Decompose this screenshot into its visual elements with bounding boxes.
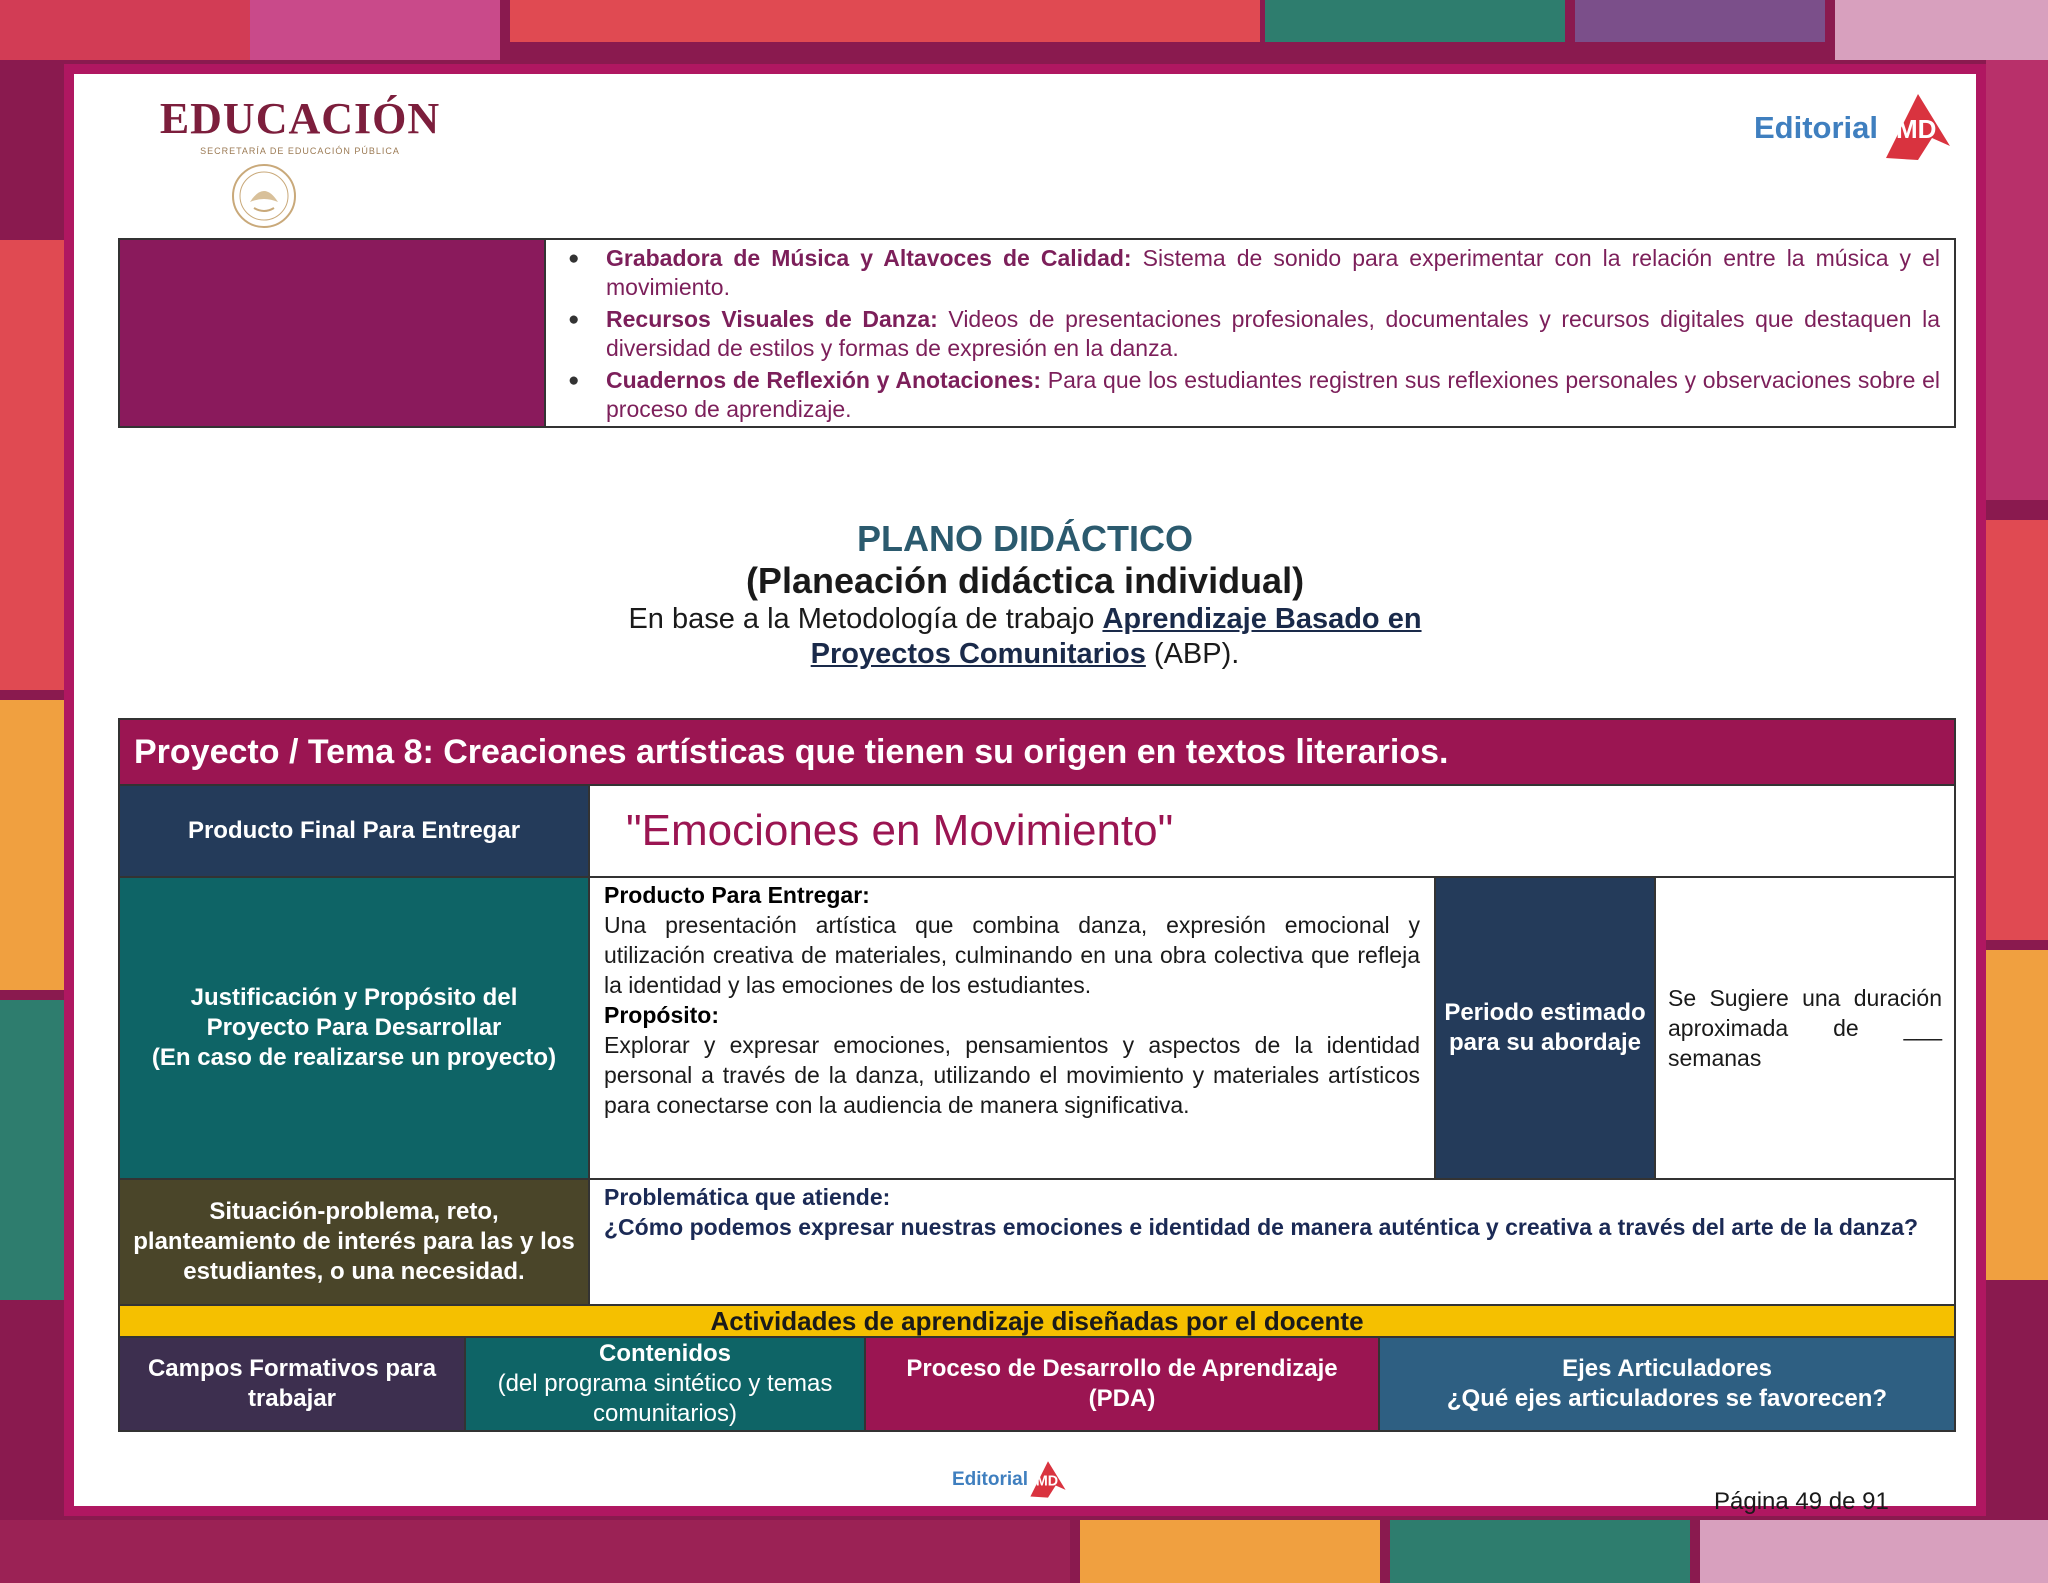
methodology-line-2 xyxy=(74,637,1976,672)
justificacion-label-line1: Justificación y Propósito del xyxy=(190,984,518,1011)
resources-list xyxy=(568,244,1941,424)
resource-title: Recursos Visuales de Danza: xyxy=(606,306,938,332)
footer-editorial-logo xyxy=(952,1458,1068,1502)
justificacion-row xyxy=(120,878,1954,1180)
resources-label-cell xyxy=(120,240,546,426)
bg-block xyxy=(0,700,64,990)
bg-block xyxy=(1835,0,2048,60)
planning-table xyxy=(118,718,1956,1432)
producto-entregar-title: Producto Para Entregar: xyxy=(604,882,870,908)
page-title: PLANO DIDÁCTICO xyxy=(857,518,1193,559)
resource-item: ● Recursos Visuales de Danza: Videos de presentaciones profesionales, documentales y recursos digitales que destaquen la diversidad de estilos y formas de expresión en la danza. xyxy=(568,306,1941,361)
justificacion-content xyxy=(590,878,1436,1178)
bg-block xyxy=(1986,520,2048,940)
bg-block xyxy=(1986,60,2048,500)
project-title: Proyecto / Tema 8: Creaciones artísticas que tienen su origen en textos literarios. xyxy=(134,732,1449,771)
document-page xyxy=(64,64,1986,1516)
bg-block xyxy=(0,240,64,690)
resources-list-cell xyxy=(546,240,1954,426)
bg-block xyxy=(0,0,250,60)
actividades-header: Actividades de aprendizaje diseñadas por el docente xyxy=(120,1306,1954,1338)
producto-entregar-text: Una presentación artística que combina danza, expresión emocional y utilización creativa de materiales, culminando en una obra colectiva que refleja la identidad y las emociones de los estudiantes. xyxy=(604,912,1420,998)
page-subtitle: (Planeación didáctica individual) xyxy=(745,560,1305,601)
justificacion-label-line3: (En caso de realizarse un proyecto) xyxy=(151,1044,557,1071)
methodology-link-2[interactable]: Proyectos Comunitarios xyxy=(810,638,1146,670)
resources-table xyxy=(118,238,1956,428)
pda-label: Proceso de Desarrollo de Aprendizaje (PDA) xyxy=(906,1355,1338,1412)
categories-row xyxy=(120,1338,1954,1430)
page-number: Página 49 de 91 xyxy=(1714,1488,1889,1515)
methodology-suffix: (ABP). xyxy=(1153,638,1240,670)
editorial-logo-text: Editorial xyxy=(1753,110,1878,145)
resource-item: ● Grabadora de Música y Altavoces de Calidad: Sistema de sonido para experimentar con la relación entre la música y el movimiento. xyxy=(568,245,1940,300)
proposito-title: Propósito: xyxy=(604,1002,719,1028)
ejes-sub: ¿Qué ejes articuladores se favorecen? xyxy=(1446,1385,1888,1412)
editorial-logo xyxy=(1754,88,1954,168)
bg-block xyxy=(0,1520,1070,1583)
resource-text: Sistema de sonido para experimentar con la relación entre la música y el movimiento. xyxy=(606,245,1940,300)
methodology-line xyxy=(74,602,1976,637)
periodo-label: Periodo estimado para su abordaje xyxy=(1436,878,1656,1178)
ejes-header xyxy=(1380,1338,1954,1430)
md-mark: MD xyxy=(1896,114,1937,144)
proposito-text: Explorar y expresar emociones, pensamientos y aspectos de la identidad personal a través de la danza, utilizando el movimiento y materiales artísticos para conectarse con la audiencia de manera significativa. xyxy=(604,1032,1420,1118)
problematica-content xyxy=(590,1180,1954,1304)
bg-block xyxy=(1390,1520,1690,1583)
resource-title: Cuadernos de Reflexión y Anotaciones: xyxy=(606,367,1042,393)
justificacion-label-line2: Proyecto Para Desarrollar xyxy=(206,1014,502,1041)
bg-block xyxy=(0,1000,64,1300)
footer-editorial-text: Editorial xyxy=(952,1469,1029,1490)
sep-logo-text: EDUCACIÓN xyxy=(159,94,441,143)
periodo-value: Se Sugiere una duración aproximada de ___ semanas xyxy=(1668,985,1942,1071)
footer-md-mark: MD xyxy=(1035,1473,1059,1490)
resource-item: ● Cuadernos de Reflexión y Anotaciones: Para que los estudiantes registren sus reflexiones personales y observaciones sobre el proceso de aprendizaje. xyxy=(568,367,1940,422)
problematica-title: Problemática que atiende: xyxy=(604,1184,891,1210)
producto-row xyxy=(120,786,1954,878)
methodology-prefix: En base a la Metodología de trabajo xyxy=(628,603,1095,635)
resource-text: Videos de presentaciones profesionales, documentales y recursos digitales que destaquen la diversidad de estilos y formas de expresión en la danza. xyxy=(606,306,1941,361)
contenidos-sub: (del programa sintético y temas comunitarios) xyxy=(497,1370,833,1427)
project-header-row xyxy=(120,720,1954,786)
situacion-row xyxy=(120,1180,1954,1306)
ejes-title: Ejes Articuladores xyxy=(1562,1355,1772,1382)
resource-title: Grabadora de Música y Altavoces de Calidad: xyxy=(606,245,1132,271)
campos-label: Campos Formativos para trabajar xyxy=(147,1355,437,1412)
bg-block xyxy=(250,0,500,60)
md-logo-icon xyxy=(1028,1458,1068,1502)
contenidos-title: Contenidos xyxy=(599,1340,731,1367)
contenidos-header xyxy=(466,1338,866,1430)
campos-header xyxy=(120,1338,466,1430)
md-logo-icon xyxy=(1882,88,1954,168)
situacion-label: Situación-problema, reto, planteamiento de interés para las y los estudiantes, o una necesidad. xyxy=(120,1180,590,1304)
bg-block xyxy=(1575,0,1825,42)
producto-value: "Emociones en Movimiento" xyxy=(626,806,1174,855)
producto-label: Producto Final Para Entregar xyxy=(120,786,590,876)
bg-block xyxy=(1986,950,2048,1280)
title-block xyxy=(74,518,1976,672)
bg-block xyxy=(1265,0,1565,42)
justificacion-label xyxy=(120,878,590,1178)
resource-text: Para que los estudiantes registren sus reflexiones personales y observaciones sobre el proceso de aprendizaje. xyxy=(606,367,1940,422)
pda-header xyxy=(866,1338,1380,1430)
national-seal-icon xyxy=(230,162,298,230)
bg-block xyxy=(1080,1520,1380,1583)
bg-block xyxy=(510,0,1260,42)
bg-block xyxy=(1700,1520,2048,1583)
methodology-link-1[interactable]: Aprendizaje Basado en xyxy=(1102,603,1422,635)
sep-logo-subtitle: SECRETARÍA DE EDUCACIÓN PÚBLICA xyxy=(200,146,400,156)
problematica-text: ¿Cómo podemos expresar nuestras emociones e identidad de manera auténtica y creativa a través del arte de la danza? xyxy=(604,1214,1919,1240)
sep-logo xyxy=(140,96,460,156)
